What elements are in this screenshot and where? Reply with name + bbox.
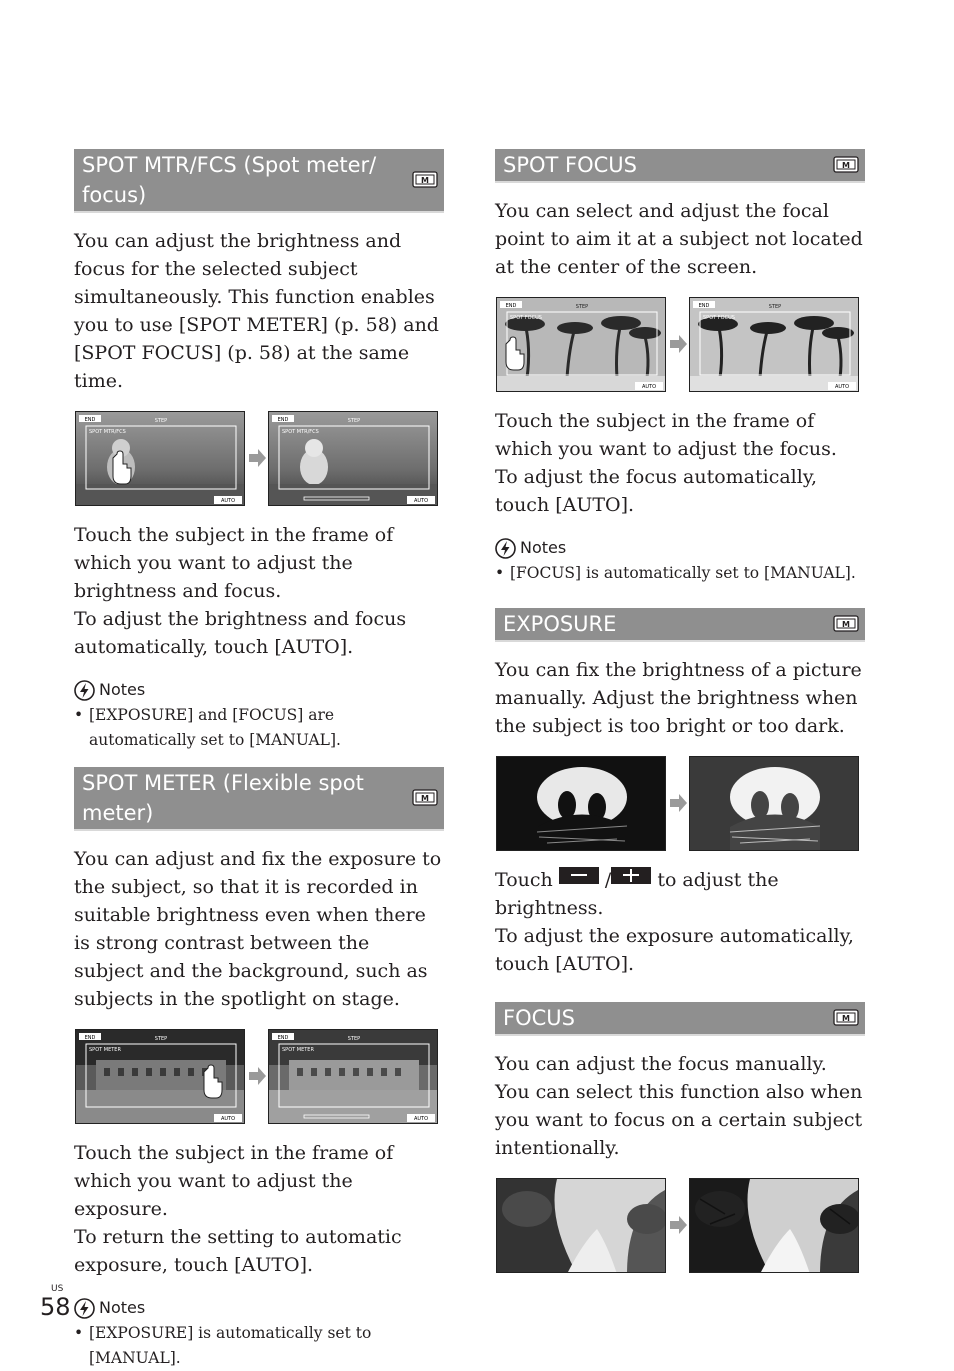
step-label: STEP — [768, 304, 782, 310]
notes-label: Notes — [99, 1298, 146, 1317]
page-footer — [40, 1284, 71, 1320]
mode-letter: M — [421, 794, 429, 803]
page-number: 58 — [40, 1293, 71, 1321]
instruction-line: Touch the subject in the frame of which you want to adjust the brightness and focus. — [74, 524, 394, 602]
instruction-line: Touch the subject in the frame of which you want to adjust the exposure. — [74, 1142, 394, 1220]
auto-label: AUTO — [413, 1116, 429, 1122]
step-label: STEP — [154, 418, 168, 424]
auto-label: AUTO — [220, 498, 236, 504]
instruction-line — [495, 866, 865, 922]
notes-header — [74, 1297, 444, 1319]
mode-letter: M — [842, 161, 850, 170]
bullet: • — [74, 706, 84, 724]
manual-camera-icon — [833, 1008, 859, 1027]
notes-header — [495, 537, 865, 559]
note-item — [495, 561, 865, 586]
end-label: END — [277, 1035, 289, 1041]
screen-image-before — [75, 1029, 245, 1124]
note-text: [EXPOSURE] and [FOCUS] are automatically set to [MANUAL]. — [89, 706, 341, 749]
notes-list — [495, 561, 865, 586]
mode-letter: M — [842, 1014, 850, 1023]
section-header-focus — [495, 1002, 865, 1036]
section-title: EXPOSURE — [503, 612, 617, 636]
touch-suffix: to adjust the brightness. — [495, 869, 779, 919]
instruction-line: To return the setting to automatic exposure, touch [AUTO]. — [74, 1226, 402, 1276]
end-label: END — [505, 303, 517, 309]
manual-camera-icon — [412, 788, 438, 807]
notes-header — [74, 679, 444, 701]
figure-pair-spot-mtr — [74, 411, 444, 507]
note-item — [74, 703, 444, 753]
screen-image-after — [268, 1029, 438, 1124]
auto-label: AUTO — [834, 384, 850, 390]
screen-image-after — [689, 297, 859, 392]
touch-separator: / — [604, 869, 612, 891]
screen-mode-label: SPOT METER — [89, 1047, 121, 1053]
screen-image-after — [268, 411, 438, 506]
photo-before — [496, 1178, 666, 1273]
section-title: SPOT METER (Flexible spot meter) — [82, 771, 364, 825]
notes-warning-icon — [74, 680, 95, 701]
bullet: • — [74, 1324, 84, 1342]
manual-camera-icon — [833, 614, 859, 633]
manual-camera-icon — [412, 170, 438, 189]
photo-after — [689, 1178, 859, 1273]
right-arrow-icon — [247, 1065, 267, 1087]
notes-warning-icon — [495, 538, 516, 559]
mode-letter: M — [842, 620, 850, 629]
screen-mode-label: SPOT FOCUS — [703, 315, 735, 321]
photo-after — [689, 756, 859, 851]
step-label: STEP — [347, 1036, 361, 1042]
right-arrow-icon — [247, 447, 267, 469]
instructions — [495, 407, 865, 519]
end-label: END — [84, 417, 96, 423]
notes-warning-icon — [74, 1298, 95, 1319]
instruction-line: Touch the subject in the frame of which you want to adjust the focus. — [495, 410, 837, 460]
right-arrow-icon — [668, 333, 688, 355]
figure-pair-focus — [495, 1178, 865, 1274]
manual-camera-icon — [833, 155, 859, 174]
section-header-spot-meter — [74, 767, 444, 831]
instructions — [495, 866, 865, 978]
section-body: You can select and adjust the focal point to aim it at a subject not located at the center of the screen. — [495, 200, 863, 278]
instruction-line: To adjust the exposure automatically, touch [AUTO]. — [495, 925, 854, 975]
screen-mode-label: SPOT MTR/FCS — [282, 429, 319, 435]
page-region: US — [51, 1284, 64, 1294]
auto-label: AUTO — [413, 498, 429, 504]
notes-label: Notes — [99, 680, 146, 699]
end-label: END — [698, 303, 710, 309]
screen-image-before — [496, 297, 666, 392]
notes-list — [74, 1321, 444, 1371]
note-text: [EXPOSURE] is automatically set to [MANUAL]. — [89, 1324, 372, 1367]
notes-label: Notes — [520, 538, 567, 557]
instruction-line: To adjust the brightness and focus automatically, touch [AUTO]. — [74, 608, 407, 658]
right-arrow-icon — [668, 1214, 688, 1236]
plus-button-icon — [611, 867, 651, 884]
instructions — [74, 521, 444, 661]
left-column — [74, 149, 444, 1371]
section-header-spot-mtr-fcs — [74, 149, 444, 213]
figure-pair-spot-meter — [74, 1029, 444, 1125]
note-item — [74, 1321, 444, 1371]
right-column — [495, 149, 865, 1274]
figure-pair-spot-focus — [495, 297, 865, 393]
touch-prefix: Touch — [495, 869, 553, 891]
section-header-exposure — [495, 608, 865, 642]
auto-label: AUTO — [220, 1116, 236, 1122]
section-body: You can adjust and fix the exposure to the subject, so that it is recorded in suitable brightness even when there is strong contrast between the subject and the background, such as subjects in the spotlight on stage. — [74, 848, 442, 1010]
instruction-line: To adjust the focus automatically, touch [AUTO]. — [495, 466, 818, 516]
section-title: FOCUS — [503, 1006, 575, 1030]
screen-mode-label: SPOT MTR/FCS — [89, 429, 126, 435]
right-arrow-icon — [668, 792, 688, 814]
screen-image-before — [75, 411, 245, 506]
section-title: SPOT MTR/FCS (Spot meter/ focus) — [82, 153, 377, 207]
notes-list — [74, 703, 444, 753]
note-text: [FOCUS] is automatically set to [MANUAL]. — [510, 564, 856, 582]
end-label: END — [277, 417, 289, 423]
step-label: STEP — [575, 304, 589, 310]
auto-label: AUTO — [641, 384, 657, 390]
mode-letter: M — [421, 176, 429, 185]
section-body: You can fix the brightness of a picture manually. Adjust the brightness when the subject is too bright or too dark. — [495, 659, 862, 737]
photo-before — [496, 756, 666, 851]
screen-mode-label: SPOT METER — [282, 1047, 314, 1053]
figure-pair-exposure — [495, 756, 865, 852]
bullet: • — [495, 564, 505, 582]
section-header-spot-focus — [495, 149, 865, 183]
step-label: STEP — [347, 418, 361, 424]
end-label: END — [84, 1035, 96, 1041]
section-body: You can adjust the brightness and focus for the selected subject simultaneously. This function enables you to use [SPOT METER] (p. 58) and [SPOT FOCUS] (p. 58) at the same time. — [74, 230, 439, 392]
instructions — [74, 1139, 444, 1279]
step-label: STEP — [154, 1036, 168, 1042]
section-title: SPOT FOCUS — [503, 153, 637, 177]
minus-button-icon — [559, 867, 599, 884]
section-body: You can adjust the focus manually. You can select this function also when you want to focus on a certain subject intentionally. — [495, 1053, 863, 1159]
screen-mode-label: SPOT FOCUS — [510, 315, 542, 321]
